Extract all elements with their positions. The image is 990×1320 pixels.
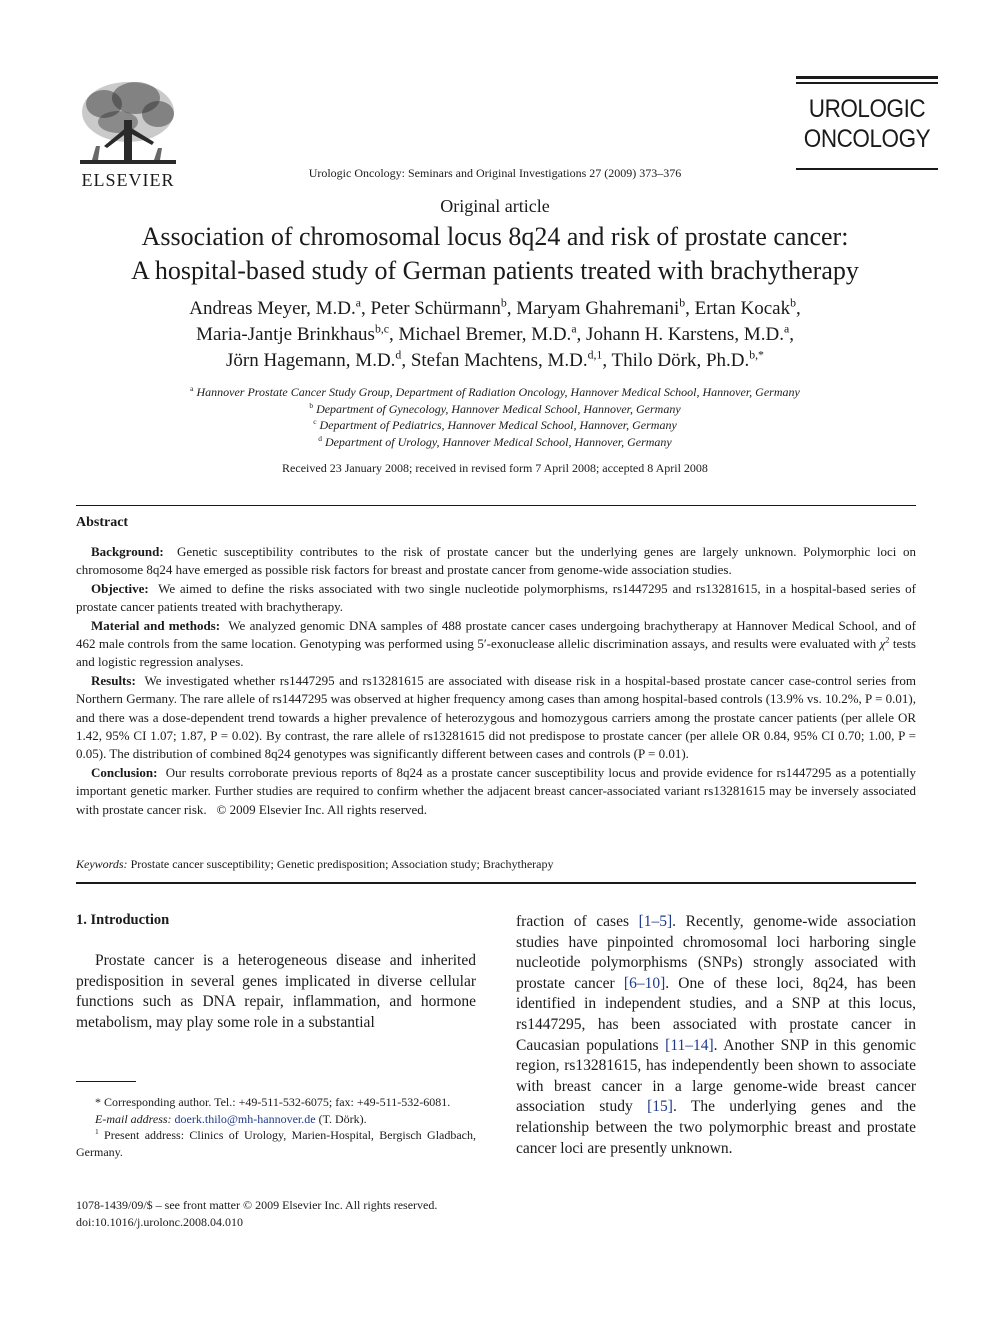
citation-link[interactable]: [11–14] bbox=[665, 1036, 714, 1054]
author-list: Andreas Meyer, M.D.$^a$, Peter Schürmann$^b$, Maryam Ghahremani$^b$, Ertan Kocak$^b$, Maria-Jantje Brinkhaus$^{b,c}$, Michael Bremer, M.D.$^a$, Johann H. Karstens, M.D.$^a$, Jörn Hagemann, M.D.$^d$, Stefan Machtens, M.D.$^{d,1}$, Thilo Dörk, Ph.D.$^{b,*}$ bbox=[189, 296, 801, 371]
article-title bbox=[60, 220, 930, 288]
journal-brand-line1: UROLOGIC bbox=[808, 95, 926, 123]
email-link[interactable]: doerk.thilo@mh-hannover.de bbox=[174, 1111, 316, 1126]
citation-link[interactable]: [15] bbox=[647, 1098, 673, 1116]
section-heading-introduction: 1. Introduction bbox=[76, 912, 170, 928]
journal-citation: Urologic Oncology: Seminars and Original Investigations 27 (2009) 373–376 bbox=[308, 166, 682, 180]
author: Stefan Machtens, M.D. bbox=[410, 350, 588, 371]
journal-brand-line2: ONCOLOGY bbox=[803, 125, 931, 153]
left-column bbox=[76, 912, 476, 1033]
bottom-info bbox=[76, 1197, 437, 1231]
doi-line: doi:10.1016/j.urolonc.2008.04.010 bbox=[76, 1215, 243, 1229]
publisher-logo-text: ELSEVIER bbox=[81, 170, 175, 190]
footnote-email: E-mail address: doerk.thilo@mh-hannover.de (T. Dörk). bbox=[95, 1111, 367, 1126]
author: Andreas Meyer, M.D. bbox=[189, 298, 356, 319]
affiliations bbox=[60, 384, 930, 450]
affiliation: $^b$ Department of Gynecology, Hannover Medical School, Hannover, Germany bbox=[309, 400, 681, 416]
affiliation: $^d$ Department of Urology, Hannover Medical School, Hannover, Germany bbox=[318, 433, 672, 449]
article-type: Original article bbox=[440, 196, 550, 216]
citation-link[interactable]: [1–5] bbox=[638, 913, 673, 930]
author: Maria-Jantje Brinkhaus bbox=[196, 324, 375, 345]
affiliation: $^a$ Hannover Prostate Cancer Study Group, Department of Radiation Oncology, Hannover Medical School, Hannover, Germany bbox=[190, 384, 800, 399]
abstract-background: Background: Genetic susceptibility contributes to the risk of prostate cancer but the underlying genes are largely unknown. Polymorphic loci on chromosome 8q24 have emerged as possible risk factors for breast and prostate cancer from genome-wide association studies. bbox=[76, 544, 917, 578]
keywords: Keywords: Prostate cancer susceptibility; Genetic predisposition; Association study; Brachytherapy bbox=[76, 857, 554, 871]
author: Johann H. Karstens, M.D. bbox=[586, 324, 784, 345]
title-line-1: Association of chromosomal locus 8q24 and risk of prostate cancer: bbox=[141, 222, 849, 251]
abstract-results: Results: We investigated whether rs1447295 and rs13281615 are associated with disease risk in a hospital-based prostate cancer case-control series from Northern Germany. The rare allele of rs1447295 was observed at higher frequency among cases than among hospital-based controls (13.9% vs. 10.2%, P = 0.01), and there was a dose-dependent trend towards a higher prevalence of heterozygous and homozygous carriers among the prostate cancer patients (per allele OR 1.42, 95% CI 1.07; 1.87, P = 0.02). By contrast, the rare allele of rs13281615 did not predispose to prostate cancer (per allele OR 0.84, 95% CI 0.70; 1.00, P = 0.05). The distribution of combined 8q24 genotypes was significantly different between cases and controls (P = 0.01). bbox=[76, 672, 916, 762]
author: Thilo Dörk, Ph.D. bbox=[611, 350, 750, 371]
abstract-top-rule bbox=[76, 505, 916, 506]
abstract-heading: Abstract bbox=[76, 515, 129, 530]
author: Jörn Hagemann, M.D. bbox=[226, 350, 396, 371]
abstract-conclusion: Conclusion: Our results corroborate previous reports of 8q24 as a prostate cancer susceptibility locus and provide evidence for rs1447295 as a potentially important genetic marker. Further studies are required to confirm whether the adjacent breast cancer-associated variant rs13281615 may be inversely associated with prostate cancer risk. © 2009 Elsevier Inc. All rights reserved. bbox=[76, 764, 916, 817]
author: Peter Schürmann bbox=[370, 298, 501, 319]
received-dates: Received 23 January 2008; received in revised form 7 April 2008; accepted 8 April 2008 bbox=[282, 461, 708, 475]
abstract-body bbox=[76, 543, 916, 819]
abstract-objective: Objective: We aimed to define the risks associated with two single nucleotide polymorphisms, rs1447295 and rs13281615, in a hospital-based series of prostate cancer patients treated with brachytherapy. bbox=[76, 580, 917, 615]
journal-brand bbox=[796, 76, 938, 176]
issn-line: 1078-1439/09/$ – see front matter © 2009 Elsevier Inc. All rights reserved. bbox=[76, 1198, 438, 1212]
author: Ertan Kocak bbox=[694, 298, 791, 319]
intro-paragraph-left: Prostate cancer is a heterogeneous disease and inherited predisposition in several genes implicated in diverse cellular functions such as DNA repair, inflammation, and hormone metabolism, may play some role in a substantial bbox=[76, 952, 476, 1031]
affiliation: $^c$ Department of Pediatrics, Hannover Medical School, Hannover, Germany bbox=[313, 417, 677, 432]
title-line-2: A hospital-based study of German patients treated with brachytherapy bbox=[131, 256, 859, 285]
citation-link[interactable]: [6–10] bbox=[623, 974, 666, 992]
right-column bbox=[516, 912, 916, 1159]
abstract-bottom-rule bbox=[76, 882, 916, 884]
footnotes bbox=[76, 1094, 476, 1160]
abstract-methods: Material and methods: We analyzed genomic DNA samples of 488 prostate cancer cases undergoing brachytherapy at Hannover Medical School, and of 462 male controls from the same location. Genotyping was performed using 5′-exonuclease allelic discrimination assays, and results were evaluated with $\chi^2$ tests and logistic regression analyses. bbox=[76, 617, 916, 670]
copyright: © 2009 Elsevier Inc. All rights reserved. bbox=[216, 801, 428, 817]
intro-paragraph-right: fraction of cases [1–5]. Recently, genome-wide association studies have pinpointed chromosomal loci harboring single nucleotide polymorphisms (SNPs) strongly associated with prostate cancer [6–10]. One of these loci, 8q24, has been identified in independent studies, and a SNP at this locus, rs1447295, has been associated with prostate cancer in Caucasian populations [11–14]. Another SNP in this genomic region, rs13281615, has independently been shown to associate with breast cancer in a large genome-wide breast cancer association study [15]. The underlying genes and the relationship between the two polymorphic breast and prostate cancer loci are presently unknown. bbox=[516, 913, 917, 1157]
footnote-rule bbox=[76, 1081, 136, 1082]
author: Michael Bremer, M.D. bbox=[398, 324, 572, 345]
footnote-present-address: $^1$ Present address: Clinics of Urology, Marien-Hospital, Bergisch Gladbach, Germany. bbox=[76, 1127, 476, 1159]
footnote-corresponding: * Corresponding author. Tel.: +49-511-532-6075; fax: +49-511-532-6081. bbox=[95, 1095, 451, 1109]
author: Maryam Ghahremani bbox=[516, 298, 680, 319]
